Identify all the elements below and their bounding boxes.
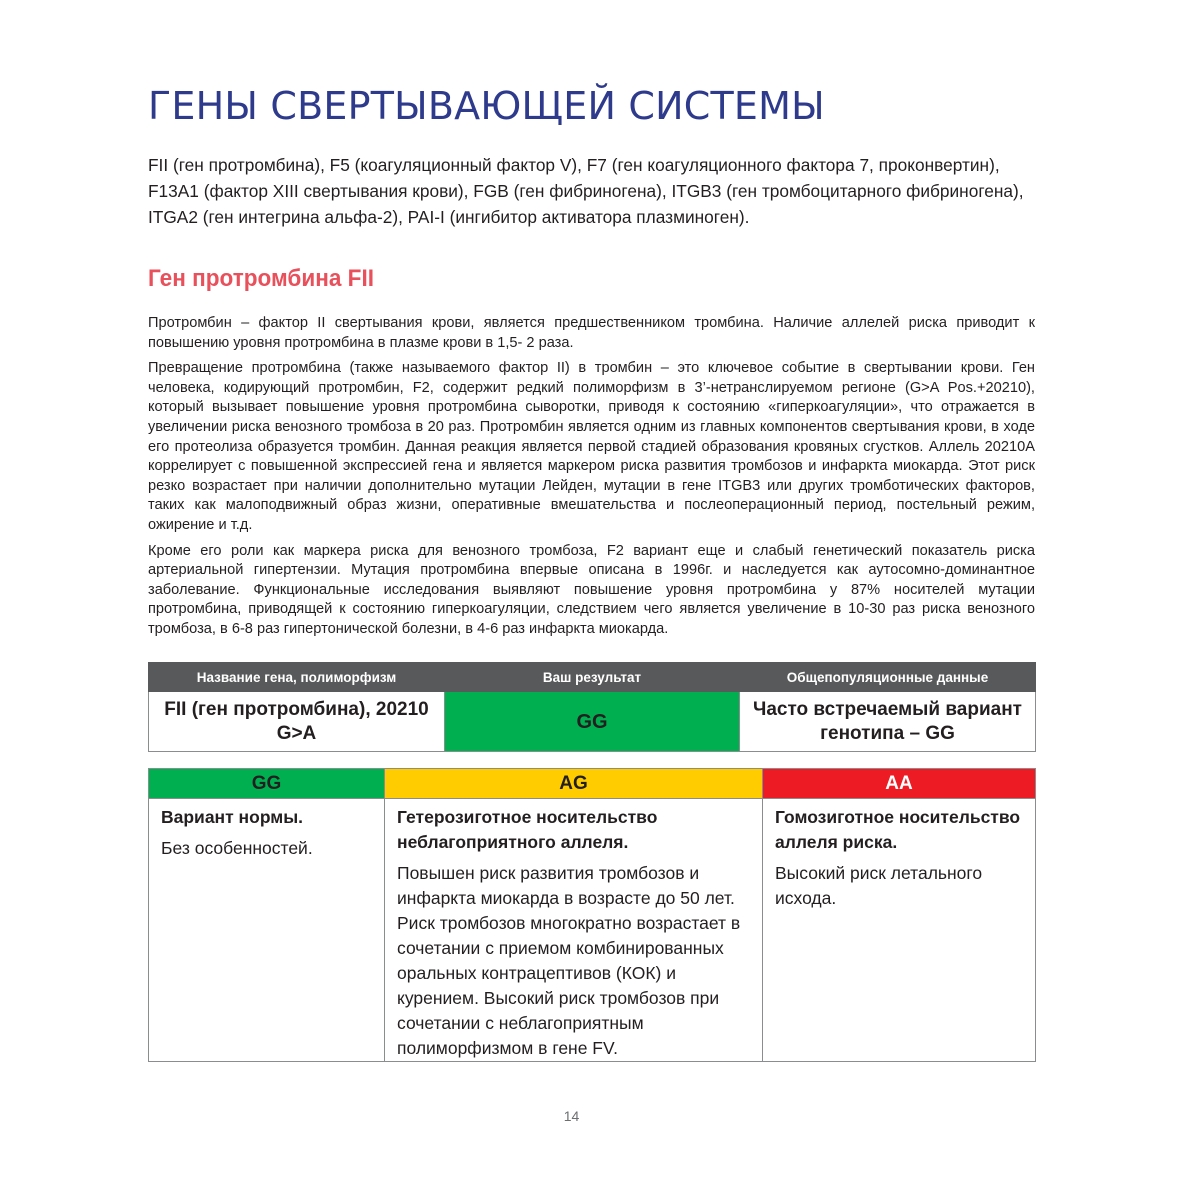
- genotype-aa-cell: [763, 799, 1036, 1062]
- interpretation-header-row: [149, 769, 1036, 799]
- paragraph-2: Превращение протромбина (также называемого фактор II) в тромбин – это ключевое событие в свертывании крови. Ген человека, кодирующий протромбин, F2, содержит редкий полиморфизм в 3’-нетранслируемом регионе (G>A Pos.+20210), который вызывает повышение уровня протромбина сыворотки, приводя к состоянию «гиперкоагуляции», что отражается в увеличении риска венозного тромбоза в 20 раз. Протромбин является одним из главных компонентов свертывания крови, в ходе его протеолиза образуется тромбин. Данная реакция является первой стадией образования кровяных сгустков. Аллель 20210A коррелирует с повышенной экспрессией гена и является маркером риска развития тромбозов и инфаркта миокарда. Этот риск резко возрастает при наличии дополнительно мутации Лейден, мутации в гене ITGB3 или других тромботических факторов, таких как малоподвижный образ жизни, оперативные вмешательства и послеоперационный период, постельный режим, ожирение и т.д.: [148, 360, 1035, 533]
- intro-paragraph: FII (ген протромбина), F5 (коагуляционный фактор V), F7 (ген коагуляционного фактора 7, проконвертин), F13A1 (фактор XIII свертывания крови), FGB (ген фибриногена), ITGB3 (ген тромбоцитарного фибриногена), ITGA2 (ген интегрина альфа-2), PAI-I (ингибитор активатора плазминоген).: [148, 155, 1024, 227]
- ag-heading: Гетерозиготное носительство неблагоприятного аллеля.: [397, 807, 658, 852]
- genotype-ag-cell: [385, 799, 763, 1062]
- header-result: Ваш результат: [445, 663, 740, 692]
- header-gene: Название гена, полиморфизм: [149, 663, 445, 692]
- aa-heading: Гомозиготное носительство аллеля риска.: [775, 807, 1021, 852]
- result-cell: GG: [445, 692, 740, 752]
- gg-text: Без особенностей.: [161, 838, 313, 858]
- aa-text: Высокий риск летального исхода.: [775, 863, 983, 908]
- gg-heading: Вариант нормы.: [161, 807, 304, 827]
- genotype-ag-header: AG: [385, 769, 763, 799]
- ag-text: Повышен риск развития тромбозов и инфаркта миокарда в возрасте до 50 лет. Риск тромбозов многократно возрастает в сочетании с приемом комбинированных оральных контрацептивов (КОК) и курением. Высокий риск тромбозов при сочетании с неблагоприятным полиморфизмом в гене FV.: [397, 863, 741, 1058]
- paragraph-3: Кроме его роли как маркера риска для венозного тромбоза, F2 вариант еще и слабый генетический показатель риска артериальной гипертензии. Мутация протромбина впервые описана в 1996г. и наследуется как аутосомно-доминантное заболевание. Функциональные исследования выявляют повышение уровня протромбина у 87% носителей мутации протромбина, приводящей к состоянию гиперкоагуляции, следствием чего является увеличение в 10-30 раз риска венозного тромбоза, в 6-8 раз гипертонической болезни, в 4-6 раз инфаркта миокарда.: [148, 542, 1035, 637]
- interpretation-row: [149, 799, 1036, 1062]
- result-table: [148, 662, 1036, 752]
- interpretation-table: [148, 768, 1036, 1062]
- gene-cell: FII (ген протромбина), 20210 G>A: [149, 692, 445, 752]
- population-cell: Часто встречаемый вариант генотипа – GG: [740, 692, 1036, 752]
- section-title: Ген протромбина FII: [148, 265, 374, 292]
- body-text: [148, 314, 1035, 646]
- header-population: Общепопуляционные данные: [740, 663, 1036, 692]
- page-number: 14: [563, 1108, 580, 1124]
- genotype-gg-header: GG: [149, 769, 385, 799]
- result-table-header-row: [149, 663, 1036, 692]
- genotype-gg-cell: [149, 799, 385, 1062]
- result-table-row: [149, 692, 1036, 752]
- page-title: ГЕНЫ СВЕРТЫВАЮЩЕЙ СИСТЕМЫ: [148, 84, 825, 128]
- genotype-aa-header: AA: [763, 769, 1036, 799]
- paragraph-1: Протромбин – фактор II свертывания крови, является предшественником тромбина. Наличие аллелей риска приводит к повышению уровня протромбина в плазме крови в 1,5- 2 раза.: [148, 315, 1035, 351]
